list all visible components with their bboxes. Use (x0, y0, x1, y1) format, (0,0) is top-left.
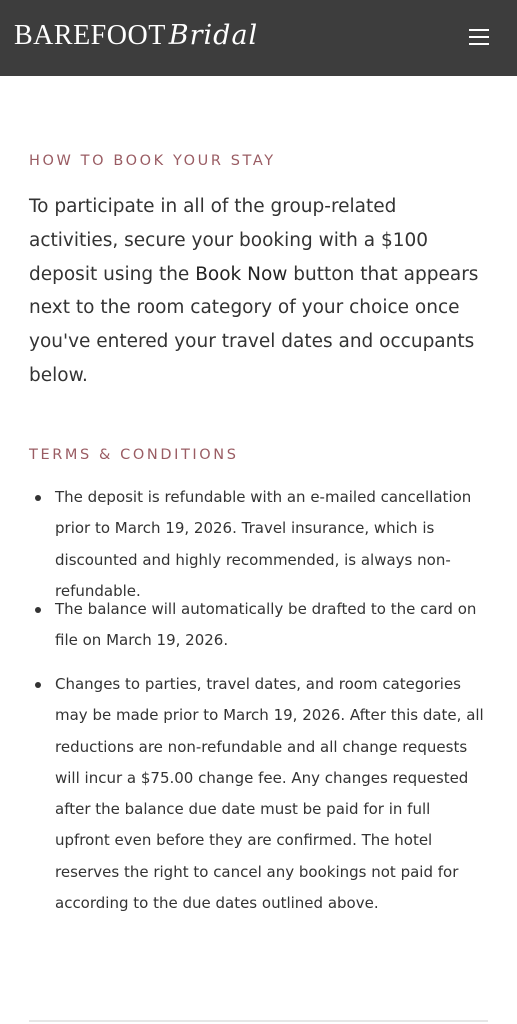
menu-bar (469, 29, 489, 31)
logo-wordmark: BAREFOOT (14, 20, 166, 51)
booking-text-before: To participate in all of the group-related activities, secure your booking with a $100 deposit using the (29, 196, 429, 285)
booking-heading: HOW TO BOOK YOUR STAY (29, 153, 276, 169)
menu-bar (469, 36, 489, 38)
terms-list (29, 482, 489, 913)
terms-list-item: The deposit is refundable with an e-mailed cancellation prior to March 19, 2026. Travel insurance, which is discounted and highly recommended, is always non-refundable. (29, 482, 489, 594)
terms-list-item: The balance will automatically be drafted to the card on file on March 19, 2026. (29, 594, 489, 669)
site-logo[interactable] (14, 18, 258, 54)
site-header (0, 0, 517, 76)
booking-instructions (29, 190, 489, 393)
terms-heading: TERMS & CONDITIONS (29, 447, 239, 463)
book-now-reference: Book Now (195, 263, 288, 285)
booking-text-after: button that appears next to the room category of your choice once you've entered your travel dates and occupants below. (29, 263, 479, 386)
section-divider (29, 1020, 488, 1022)
menu-bar (469, 43, 489, 45)
logo-script-wordmark: Bridal (168, 20, 259, 51)
terms-list-item: Changes to parties, travel dates, and room categories may be made prior to March 19, 2026. After this date, all reductions are non-refundable and all change requests will incur a $75.00 change fee. Any changes requested after the balance due date must be paid for in full upfront even before they are confirmed. The hotel reserves the right to cancel any bookings not paid for according to the due dates outlined above. (29, 669, 489, 909)
hamburger-menu-icon[interactable] (462, 22, 496, 52)
